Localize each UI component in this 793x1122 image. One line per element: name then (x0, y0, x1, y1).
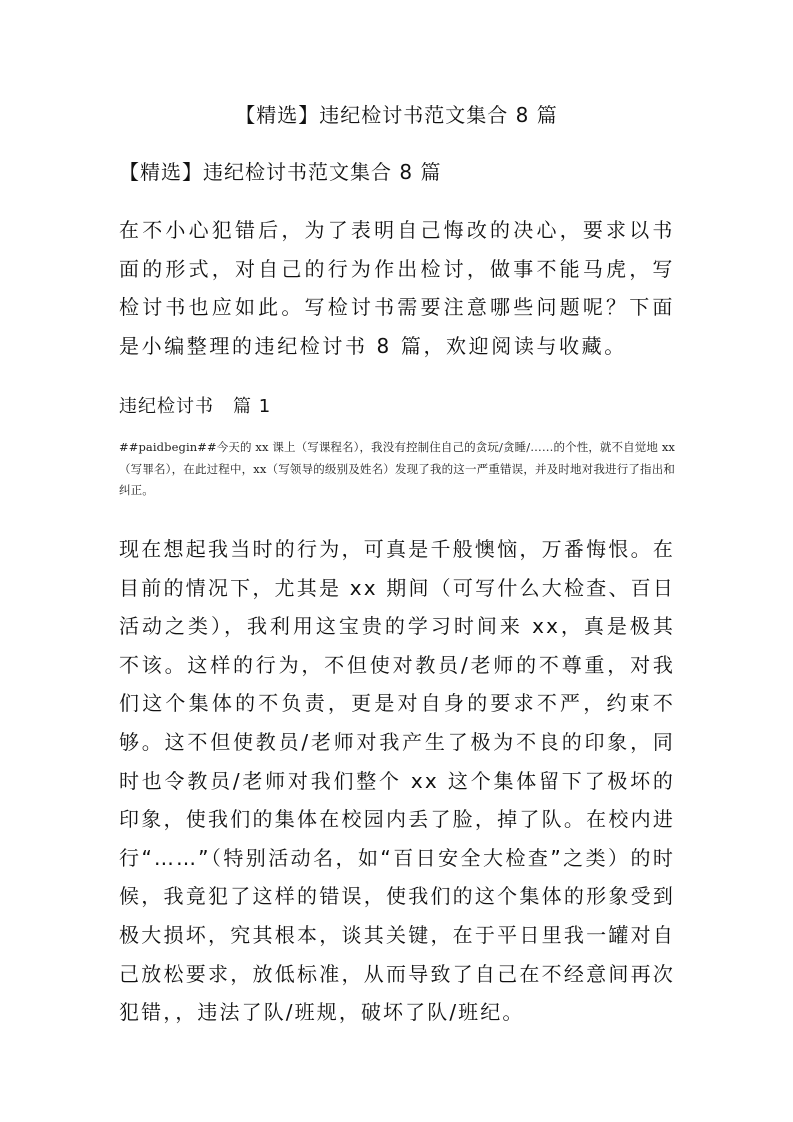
body-paragraph: 现在想起我当时的行为，可真是千般懊恼，万番悔恨。在目前的情况下，尤其是 xx 期间（可写什么大检查、百日活动之类），我利用这宝贵的学习时间来 xx，真是极其不该。这样的行为，不但使对教员/老师的不尊重，对我们这个集体的不负责，更是对自身的要求不严，约束不够。这不但使教员/老师对我产生了极为不良的印象，同时也令教员/老师对我们整个 xx 这个集体留下了极坏的印象，使我们的集体在校园内丢了脸，掉了队。在校内进行“……”（特别活动名，如“百日安全大检查”之类）的时候，我竟犯了这样的错误，使我们的这个集体的形象受到极大损坏，究其根本，谈其关键，在于平日里我一罐对自己放松要求，放低标准，从而导致了自己在不经意间再次犯错，，违法了队/班规，破坏了队/班纪。 (119, 537, 675, 1025)
section-heading: 违纪检讨书 篇 1 (119, 396, 272, 417)
small-paragraph: ##paidbegin##今天的 xx 课上（写课程名），我没有控制住自己的贪玩/贪睡/……的个性，就不自觉地 xx（写罪名），在此过程中，xx（写领导的级别及姓名）发现了我的这一严重错误，并及时地对我进行了指出和纠正。 (119, 440, 675, 497)
document-subtitle: 【精选】违纪检讨书范文集合 8 篇 (119, 160, 442, 184)
intro-paragraph: 在不小心犯错后，为了表明自己悔改的决心，要求以书面的形式，对自己的行为作出检讨，做事不能马虎，写检讨书也应如此。写检讨书需要注意哪些问题呢？下面是小编整理的违纪检讨书 8 篇，欢迎阅读与收藏。 (119, 218, 675, 358)
document-title: 【精选】违纪检讨书范文集合 8 篇 (235, 103, 558, 127)
